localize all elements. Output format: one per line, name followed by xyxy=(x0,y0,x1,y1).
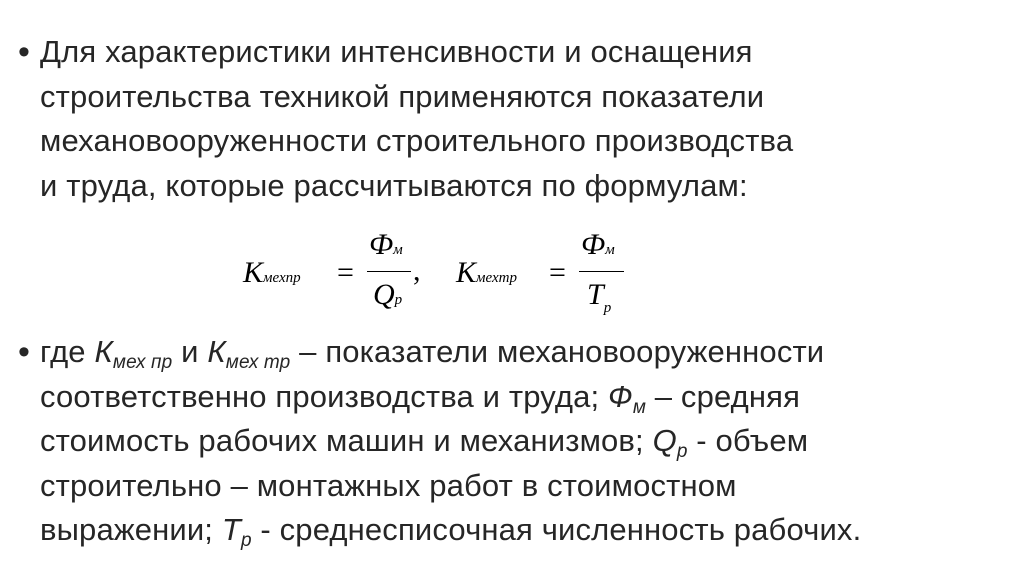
denominator-tp: $Т_р$ xyxy=(587,278,612,316)
equals-sign-2: = xyxy=(549,256,566,289)
intro-line-4: и труда, которые рассчитываются по формулам: xyxy=(40,167,748,203)
definitions-line-3: стоимость рабочих машин и механизмов; $Q_р$ - объем xyxy=(40,423,809,462)
intro-line-1: Для характеристики интенсивности и оснащения xyxy=(40,34,753,69)
intro-line-3: механовооруженности строительного производства xyxy=(40,123,794,158)
fraction-line-1 xyxy=(367,271,411,272)
definitions-line-5: выражении; $Т_р$ - среднесписочная численность рабочих. xyxy=(40,512,862,551)
symbol-f-m: $Ф_м$ xyxy=(608,378,646,418)
symbol-q-r: $Q_р$ xyxy=(652,423,688,462)
intro-line-2: строительства техникой применяются показатели xyxy=(40,78,765,114)
bullet-1: • xyxy=(18,33,30,71)
numerator-fm-1: Фм xyxy=(369,228,403,261)
k-mechpr-symbol: Кмехпр xyxy=(243,256,301,289)
definitions-paragraph xyxy=(40,330,1005,553)
definitions-line-4: строительно – монтажных работ в стоимостном xyxy=(40,467,737,503)
definitions-line-2: соответственно производства и труда; $Ф_м$ – средняя xyxy=(40,378,801,418)
symbol-t-r: $Т_р$ xyxy=(221,512,252,551)
symbol-k-mech-tr: $К_{мех тр}$ xyxy=(207,334,291,373)
equals-sign-1: = xyxy=(337,256,354,289)
formula-comma: , xyxy=(413,254,421,287)
intro-paragraph xyxy=(40,30,1005,208)
denominator-qp: Qр xyxy=(373,278,403,311)
k-mechtr-symbol: Кмехтр xyxy=(456,256,517,289)
bullet-2: • xyxy=(18,333,30,371)
definitions-line-1: где $К_{мех пр}$ и $К_{мех тр}$ – показатели механовооруженности xyxy=(40,334,825,373)
symbol-k-mech-pr: $К_{мех пр}$ xyxy=(94,334,173,373)
numerator-fm-2: Фм xyxy=(581,228,615,261)
fraction-line-2 xyxy=(579,271,624,272)
